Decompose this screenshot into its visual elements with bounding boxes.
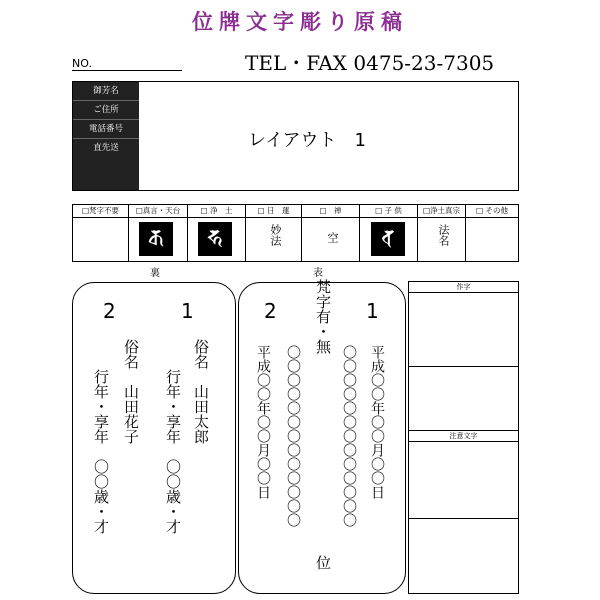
tel-fax: TEL・FAX 0475-23-7305	[245, 51, 495, 75]
back-col1-age: 行年・享年 〇〇歳・才	[164, 369, 182, 534]
front-right-date: 平成〇〇年〇〇月〇〇日	[369, 345, 385, 499]
sect-label: □ その他	[466, 205, 518, 218]
back-col1-name: 俗名 山田太郎	[192, 339, 210, 444]
front-number-1: 1	[366, 299, 379, 323]
sect-label: □ 禅	[302, 205, 359, 218]
sect-none[interactable]	[73, 205, 129, 261]
front-center-top: 梵字有・無	[314, 279, 332, 354]
sect-label: □ 日 蓮	[246, 205, 301, 218]
sect-table	[72, 204, 519, 262]
sect-nichiren[interactable]	[246, 205, 302, 261]
sect-zen[interactable]	[302, 205, 360, 261]
front-left-date: 平成〇〇年〇〇月〇〇日	[255, 345, 271, 499]
divider	[409, 366, 518, 367]
sect-label: □真言・天台	[129, 205, 187, 218]
sakuji-label: 作字	[409, 282, 518, 293]
sect-other[interactable]	[466, 205, 518, 261]
sect-label: □浄土真宗	[418, 205, 465, 218]
notes-label: 注意文字	[409, 430, 518, 442]
back-panel	[72, 282, 236, 594]
sect-shingon-tendai[interactable]	[129, 205, 188, 261]
info-label-phone: 電話番号	[73, 120, 139, 139]
back-col2-age: 行年・享年 〇〇歳・才	[92, 369, 110, 534]
bonji-symbol-icon: 𑖎	[139, 222, 173, 256]
back-number-1: 1	[181, 299, 194, 323]
divider	[409, 518, 518, 519]
page-title: 位牌文字彫り原稿	[192, 9, 408, 34]
front-left-circles: 〇〇〇〇〇〇〇〇〇〇〇〇〇	[285, 345, 301, 527]
layout-text: レイアウト 1	[248, 130, 367, 151]
sect-content: 空	[326, 232, 339, 243]
front-label: 表	[313, 268, 323, 279]
info-label-address: ご住所	[73, 101, 139, 120]
sect-child[interactable]	[360, 205, 418, 261]
front-number-2: 2	[264, 299, 277, 323]
bonji-symbol-icon: 𑖮	[198, 222, 232, 256]
number-field[interactable]	[72, 70, 182, 71]
side-table	[408, 281, 519, 594]
bonji-symbol-icon: 𑖪	[371, 222, 405, 256]
info-label-delivery: 直先送	[93, 143, 119, 153]
customer-info-box	[72, 81, 519, 191]
info-label-name: 御芳名	[73, 82, 139, 101]
sect-label: □梵字不要	[73, 205, 128, 218]
number-label: NO.	[72, 57, 92, 70]
back-col2-name: 俗名 山田花子	[122, 339, 140, 444]
back-number-2: 2	[103, 299, 116, 323]
sect-content: 妙法	[269, 224, 282, 246]
sect-jodo-shinshu[interactable]	[418, 205, 466, 261]
sect-content: 法名	[437, 224, 450, 246]
front-panel	[238, 279, 406, 594]
back-label: 裏	[150, 268, 160, 279]
sect-jodo[interactable]	[188, 205, 246, 261]
sect-label: □ 子 供	[360, 205, 417, 218]
front-right-circles: 〇〇〇〇〇〇〇〇〇〇〇〇〇	[341, 345, 357, 527]
front-center-bottom: 位	[314, 555, 332, 570]
sect-label: □ 浄 土	[188, 205, 245, 218]
info-label-column	[73, 82, 139, 190]
